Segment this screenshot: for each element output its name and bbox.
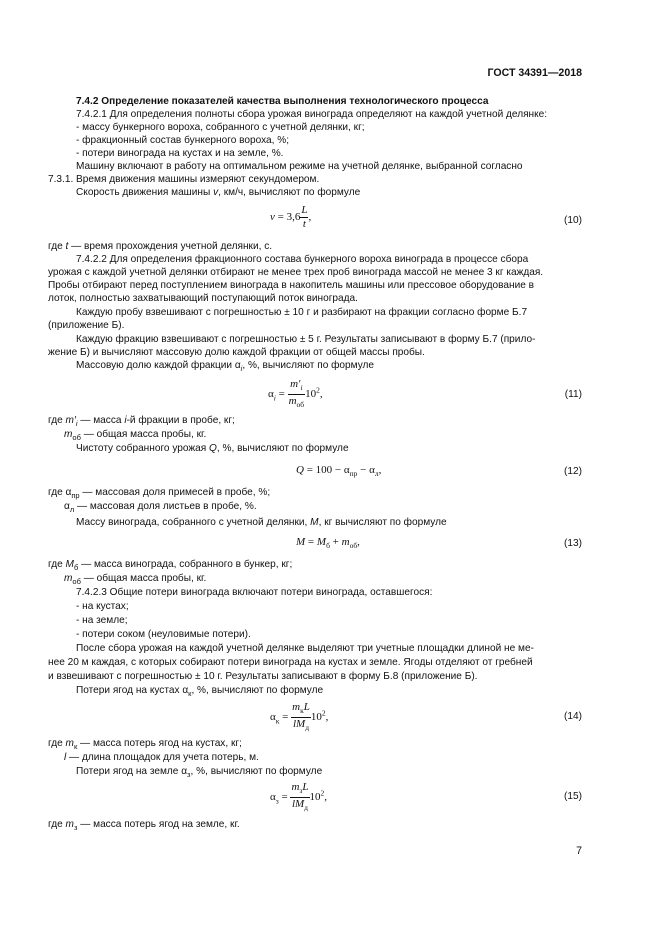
list-item: - на кустах; <box>76 601 129 612</box>
paragraph-line: l — длина площадок для учета потерь, м. <box>64 752 259 763</box>
list-item: - фракционный состав бункерного вороха, %; <box>76 135 290 146</box>
paragraph-line: После сбора урожая на каждой учетной делянке выделяют три учетные площадки длиной не ме- <box>76 643 534 654</box>
paragraph-line: 7.4.2.1 Для определения полноты сбора урожая винограда определяют на каждой учетной делянке: <box>76 109 548 120</box>
paragraph-line: Потери ягод на земле $\alpha_з$, %, вычисляют по формуле <box>76 766 323 780</box>
list-item: - потери винограда на кустах и на земле, %. <box>76 148 284 159</box>
paragraph-line: где $m_з$ — масса потерь ягод на земле, кг. <box>48 819 240 833</box>
paragraph-line: $m_{об}$ — общая масса пробы, кг. <box>64 429 207 443</box>
paragraph-line: 7.4.2.2 Для определения фракционного состава бункерного вороха винограда в процессе сбора <box>76 254 529 265</box>
list-item: - массу бункерного вороха, собранного с учетной делянки, кг; <box>76 122 365 133</box>
formula-11: $\alpha_i$ = $\frac{m'_i}{m_{об}}$ $10^2$, <box>268 378 323 410</box>
section-heading: 7.4.2 Определение показателей качества выполнения технологического процесса <box>76 96 489 107</box>
document-header: ГОСТ 34391—2018 <box>487 67 582 79</box>
formula-number: (11) <box>564 389 582 400</box>
paragraph-line: Пробы отбирают перед поступлением винограда в накопитель машины или прессовое оборудование в <box>48 280 535 291</box>
paragraph-line: (приложение Б). <box>48 320 125 331</box>
formula-14: $\alpha_к$ = $\frac{m_кL}{lM_д}$ $10^2$, <box>270 701 329 733</box>
paragraph-line: где t — время прохождения учетной делянки, с. <box>48 241 273 252</box>
formula-13: $M = M_б + m_{об}$, <box>296 536 360 551</box>
formula-number: (13) <box>564 538 582 549</box>
paragraph-line: Машину включают в работу на оптимальном режиме на учетной делянке, выбранной согласно <box>76 161 523 172</box>
page-number: 7 <box>576 845 582 857</box>
paragraph-line: где $m_к$ — масса потерь ягод на кустах, кг; <box>48 738 242 752</box>
list-item: - на земле; <box>76 615 128 626</box>
paragraph-line: Массовую долю каждой фракции $\alpha_i$, %, вычисляют по формуле <box>76 360 375 374</box>
paragraph-line: 7.4.2.3 Общие потери винограда включают потери винограда, оставшегося: <box>76 587 433 598</box>
paragraph-line: 7.3.1. Время движения машины измеряют секундомером. <box>48 174 320 185</box>
paragraph-line: где $m'_i$ — масса i-й фракции в пробе, кг; <box>48 415 235 429</box>
paragraph-line: нее 20 м каждая, с которых собирают потери винограда на кустах и земле. Ягоды отделяют от гребней <box>48 657 533 668</box>
paragraph-line: Чистоту собранного урожая Q, %, вычисляют по формуле <box>76 443 349 454</box>
formula-15: $\alpha_з$ = $\frac{m_зL}{lM_д}$ $10^2$, <box>270 781 327 813</box>
paragraph-line: лоток, полностью захватывающий поступающий поток винограда. <box>48 293 358 304</box>
paragraph-line: Каждую фракцию взвешивают с погрешностью ± 5 г. Результаты записывают в форму Б.7 (прило- <box>76 334 536 345</box>
paragraph-line: урожая с каждой учетной делянки отбирают не менее трех проб винограда массой не менее 3 кг каждая. <box>48 267 544 278</box>
formula-10: v = 3,6 $\frac{L}{t}$ , <box>270 204 312 230</box>
formula-number: (15) <box>564 791 582 802</box>
paragraph-line: жение Б) и вычисляют массовую долю каждой фракции от общей массы пробы. <box>48 347 425 358</box>
paragraph-line: $\alpha_л$ — массовая доля листьев в пробе, %. <box>64 501 257 515</box>
paragraph-line: Массу винограда, собранного с учетной делянки, M, кг вычисляют по формуле <box>76 517 447 528</box>
paragraph-line: где $M_б$ — масса винограда, собранного в бункер, кг; <box>48 559 293 573</box>
paragraph-line: и взвешивают с погрешностью ± 10 г. Результаты записывают в форму Б.8 (приложение Б). <box>48 671 478 682</box>
paragraph-line: Скорость движения машины v, км/ч, вычисляют по формуле <box>76 187 361 198</box>
paragraph-line: $m_{об}$ — общая масса пробы, кг. <box>64 573 207 587</box>
list-item: - потери соком (неуловимые потери). <box>76 629 251 640</box>
paragraph-line: Каждую пробу взвешивают с погрешностью ± 10 г и разбирают на фракции согласно форме Б.7 <box>76 307 528 318</box>
formula-number: (12) <box>564 466 582 477</box>
formula-number: (14) <box>564 711 582 722</box>
formula-12: $Q = 100 - \alpha_{пр} - \alpha_л$, <box>296 464 382 479</box>
paragraph-line: Потери ягод на кустах $\alpha_к$, %, вычисляют по формуле <box>76 685 324 699</box>
paragraph-line: где $\alpha_{пр}$ — массовая доля примесей в пробе, %; <box>48 487 271 501</box>
formula-number: (10) <box>564 215 582 226</box>
